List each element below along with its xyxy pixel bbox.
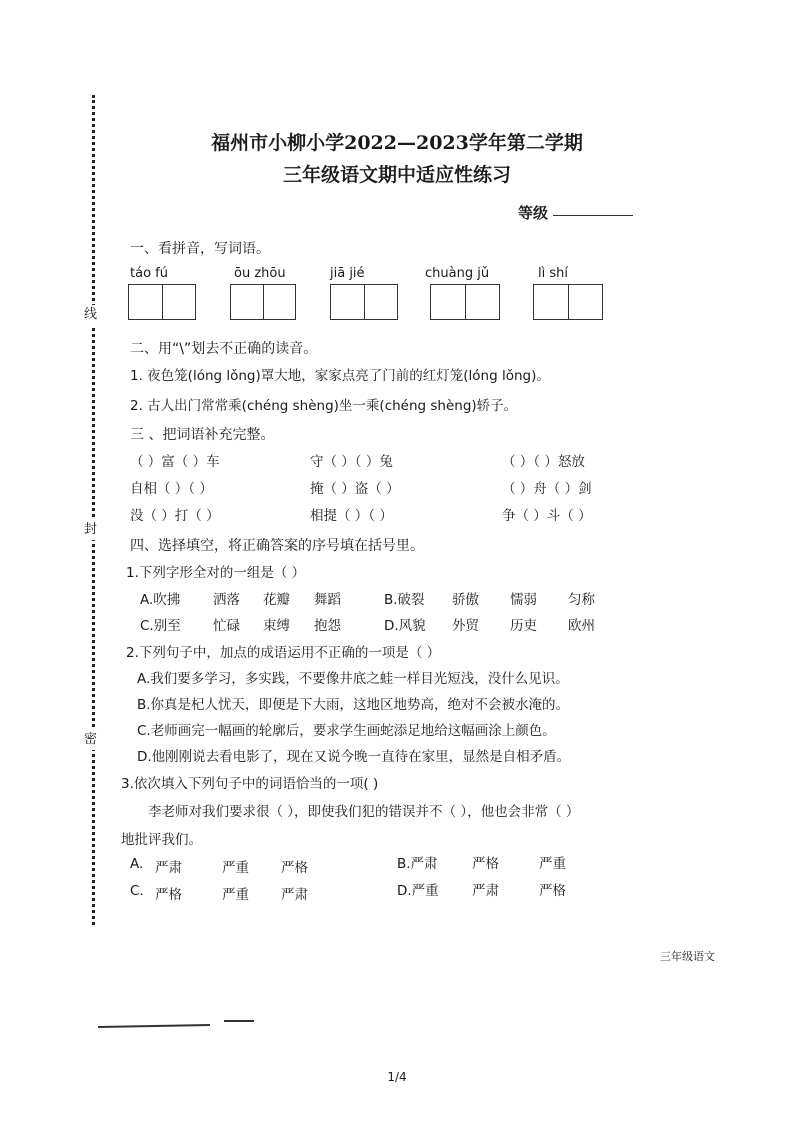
- q1-word: 洒落: [213, 592, 240, 608]
- q1-word: 抱怨: [314, 618, 341, 634]
- q1-option-c: C.别至: [140, 618, 181, 634]
- q1-word: 懦弱: [510, 592, 537, 608]
- q3-word: 严肃: [472, 883, 499, 899]
- q3-option-b: B.严肃: [397, 856, 438, 872]
- q3-word: 严格: [472, 856, 499, 872]
- q1-word: 忙碌: [213, 618, 240, 634]
- pinyin-3: jiā jié: [330, 266, 365, 281]
- binding-mark-line: 线: [84, 305, 97, 325]
- pinyin-5: lì shí: [538, 266, 568, 281]
- section1-heading: 一、看拼音，写词语。: [130, 241, 270, 257]
- writing-box-4[interactable]: [430, 284, 500, 320]
- q2-option-d: D.他刚刚说去看电影了，现在又说今晚一直待在家里，显然是自相矛盾。: [137, 749, 571, 765]
- exam-subtitle: 三年级语文期中适应性练习: [282, 164, 511, 186]
- q2-stem: 2.下列句子中，加点的成语运用不正确的一项是（ ）: [126, 645, 441, 661]
- idiom-fill: 争（ ）斗（ ）: [502, 508, 592, 524]
- q3-word: 严重: [222, 887, 249, 903]
- pinyin-1: táo fú: [130, 266, 168, 281]
- writing-box-2[interactable]: [230, 284, 296, 320]
- q1-word: 花瓣: [263, 592, 290, 608]
- q1-word: 骄傲: [452, 592, 479, 608]
- q1-option-a: A.吹拂: [140, 592, 181, 608]
- exam-title: 福州市小柳小学2022—2023学年第二学期: [211, 132, 583, 154]
- idiom-fill: （ ）舟（ ）剑: [502, 481, 592, 497]
- q1-word: 束缚: [263, 618, 290, 634]
- q2-option-a: A.我们要多学习，多实践，不要像井底之蛙一样目光短浅，没什么见识。: [137, 671, 569, 687]
- q1-word: 历吏: [510, 618, 537, 634]
- q1-word: 欧州: [568, 618, 595, 634]
- idiom-fill: 掩（ ）盗（ ）: [310, 481, 400, 497]
- idiom-fill: （ ）（ ）怒放: [502, 454, 585, 470]
- idiom-fill: 守（ ）（ ）兔: [310, 454, 393, 470]
- grade-label: 等级: [518, 204, 549, 222]
- q1-stem: 1.下列字形全对的一组是（ ）: [126, 565, 306, 581]
- q1-word: 匀称: [568, 592, 595, 608]
- scan-stroke: [98, 1024, 210, 1028]
- q2-option-c: C.老师画完一幅画的轮廓后，要求学生画蛇添足地给这幅画涂上颜色。: [137, 723, 556, 739]
- q3-option-c: C.: [130, 883, 144, 899]
- q1-word: 舞蹈: [314, 592, 341, 608]
- q3-word: 严格: [539, 883, 566, 899]
- section2-q2: 2. 古人出门常常乘(chéng shèng)坐一乘(chéng shèng)轿子。: [130, 398, 518, 414]
- section3-heading: 三 、把词语补充完整。: [130, 427, 275, 443]
- footer-label: 三年级语文: [660, 950, 715, 963]
- q2-option-b: B.你真是杞人忧天，即便是下大雨，这地区地势高，绝对不会被水淹的。: [137, 697, 570, 713]
- writing-box-3[interactable]: [330, 284, 398, 320]
- section2-q1: 1. 夜色笼(lóng lǒng)罩大地，家家点亮了门前的红灯笼(lóng lǒng)。: [130, 368, 550, 384]
- q3-word: 严重: [222, 860, 249, 876]
- scan-stroke: [224, 1020, 254, 1022]
- idiom-fill: 没（ ）打（ ）: [130, 508, 220, 524]
- q3-word: 严格: [155, 887, 182, 903]
- idiom-fill: （ ）富（ ）车: [130, 454, 220, 470]
- page-number: 1/4: [387, 1070, 407, 1084]
- q3-sentence-end: 地批评我们。: [121, 832, 202, 848]
- q3-option-d: D.严重: [397, 883, 439, 899]
- q3-sentence: 李老师对我们要求很（ ），即使我们犯的错误并不（ ），他也会非常（ ）: [148, 804, 580, 820]
- writing-box-5[interactable]: [533, 284, 603, 320]
- q3-option-a: A.: [130, 856, 144, 872]
- idiom-fill: 相提（ ）（ ）: [310, 508, 393, 524]
- q3-word: 严格: [281, 860, 308, 876]
- binding-mark-secret: 密: [84, 730, 97, 750]
- q3-stem: 3.依次填入下列句子中的词语恰当的一项( ): [121, 776, 379, 792]
- q1-option-b: B.破裂: [384, 592, 425, 608]
- q3-word: 严重: [539, 856, 566, 872]
- pinyin-4: chuàng jǔ: [425, 266, 490, 281]
- q1-word: 外贸: [452, 618, 479, 634]
- writing-box-1[interactable]: [128, 284, 196, 320]
- grade-blank[interactable]: [553, 215, 633, 216]
- q3-word: 严肃: [155, 860, 182, 876]
- idiom-fill: 自相（ ）（ ）: [130, 481, 213, 497]
- binding-mark-seal: 封: [84, 520, 97, 540]
- pinyin-2: ōu zhōu: [234, 266, 286, 281]
- binding-dotted-line: [92, 95, 95, 925]
- section2-heading: 二、用“\”划去不正确的读音。: [130, 341, 318, 357]
- q3-word: 严肃: [281, 887, 308, 903]
- q1-option-d: D.风貌: [384, 618, 426, 634]
- section4-heading: 四、选择填空，将正确答案的序号填在括号里。: [130, 538, 424, 554]
